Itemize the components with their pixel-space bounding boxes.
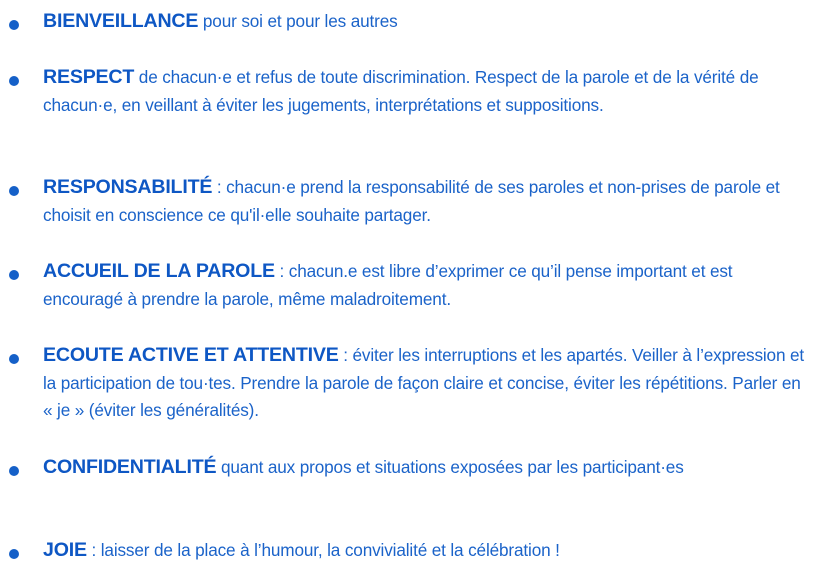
item-keyword: BIENVEILLANCE bbox=[43, 10, 199, 32]
item-description: : chacun·e prend la responsabilité de ses paroles et non-prises de parole et choisit en conscience ce qu'il·elle souhaite partager. bbox=[43, 177, 780, 225]
bullet-icon bbox=[9, 76, 19, 86]
item-description: pour soi et pour les autres bbox=[198, 11, 398, 31]
item-text bbox=[43, 8, 808, 36]
bullet-icon bbox=[9, 270, 19, 280]
item-text bbox=[43, 454, 808, 482]
item-text bbox=[43, 64, 808, 119]
bullet-icon bbox=[9, 466, 19, 476]
item-keyword: RESPECT bbox=[43, 66, 135, 88]
item-text bbox=[43, 258, 808, 313]
item-keyword: RESPONSABILITÉ bbox=[43, 176, 213, 198]
item-description: : laisser de la place à l’humour, la convivialité et la célébration ! bbox=[86, 540, 560, 560]
item-keyword: ACCUEIL DE LA PAROLE bbox=[43, 260, 275, 282]
bullet-icon bbox=[9, 354, 19, 364]
item-text bbox=[43, 537, 808, 565]
item-keyword: CONFIDENTIALITÉ bbox=[43, 456, 217, 478]
item-description: : chacun.e est libre d’exprimer ce qu’il pense important et est encouragé à prendre la parole, même maladroitement. bbox=[43, 261, 733, 309]
item-text bbox=[43, 342, 808, 425]
bullet-icon bbox=[9, 186, 19, 196]
item-description: de chacun·e et refus de toute discrimination. Respect de la parole et de la vérité de chacun·e, en veillant à éviter les jugements, interprétations et suppositions. bbox=[43, 67, 759, 115]
item-description: : éviter les interruptions et les apartés. Veiller à l’expression et la participation de tou·tes. Prendre la parole de façon claire et concise, éviter les répétitions. Parler en « je » (éviter les généralités). bbox=[43, 345, 805, 420]
item-text bbox=[43, 174, 808, 229]
item-description: quant aux propos et situations exposées par les participant·es bbox=[216, 457, 684, 477]
bullet-icon bbox=[9, 20, 19, 30]
item-keyword: JOIE bbox=[43, 539, 87, 561]
bullet-icon bbox=[9, 549, 19, 559]
item-keyword: ECOUTE ACTIVE ET ATTENTIVE bbox=[43, 344, 339, 366]
